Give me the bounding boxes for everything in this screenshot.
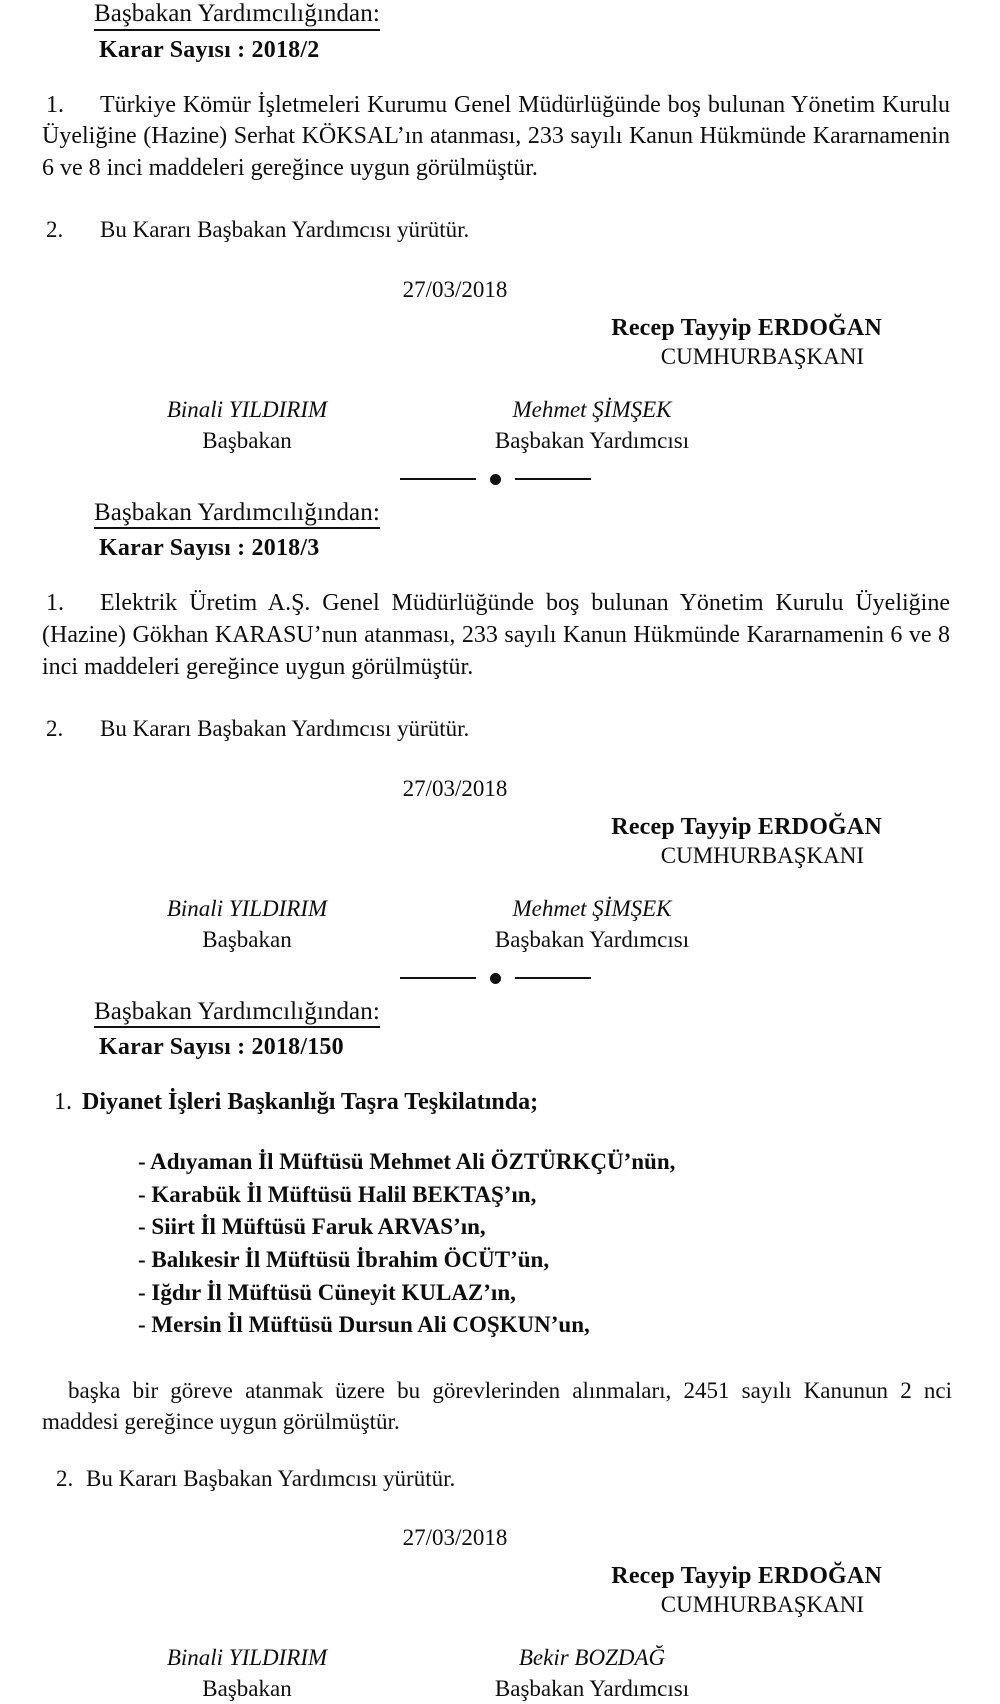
divider-bar-left [400, 478, 476, 480]
decision-date: 27/03/2018 [42, 776, 958, 802]
president-signature [42, 814, 882, 869]
clause-1-text: Türkiye Kömür İşletmeleri Kurumu Genel Müdürlüğünde boş bulunan Yönetim Kurulu Üyeliğine (Hazine) Serhat KÖKSAL’ın atanması, 233 sayılı Kanun Hükmünde Kararnamenin 6 ve 8 inci maddeleri gereğince uygun görülmüştür. [42, 92, 950, 182]
clause-1-number: 1. [42, 90, 100, 122]
signatory-row [42, 895, 958, 955]
president-name: Recep Tayyip ERDOĞAN [42, 315, 882, 342]
decision-block-2018-3 [0, 499, 1000, 955]
section-divider-ornament [0, 474, 1000, 485]
decision-number: Karar Sayısı : 2018/3 [99, 535, 958, 562]
president-title: CUMHURBAŞKANI [42, 1592, 864, 1618]
clause-2-number: 2. [42, 714, 100, 744]
signatory-deputy-pm [412, 895, 772, 955]
clause-1-number: 1. [42, 588, 100, 620]
heading-wrap [42, 0, 958, 37]
divider-bar-right [515, 977, 591, 979]
clause-1-lead-text: Diyanet İşleri Başkanlığı Taşra Teşkilatında; [82, 1089, 538, 1115]
decision-date: 27/03/2018 [42, 277, 958, 303]
clause-2-number: 2. [42, 215, 100, 245]
divider-dot-icon [490, 474, 501, 485]
department-heading: Başbakan Yardımcılığından: [94, 0, 380, 31]
signatory-deputy-pm-name: Mehmet ŞİMŞEK [412, 895, 772, 924]
signatory-row [42, 396, 958, 456]
signatory-deputy-pm-name: Bekir BOZDAĞ [412, 1644, 772, 1673]
list-item: - Siirt İl Müftüsü Faruk ARVAS’ın, [138, 1211, 958, 1244]
signatory-pm [82, 895, 412, 955]
list-item: - Karabük İl Müftüsü Halil BEKTAŞ’ın, [138, 1179, 958, 1212]
clause-1 [42, 90, 958, 186]
list-item: - Adıyaman İl Müftüsü Mehmet Ali ÖZTÜRKÇÜ’nün, [138, 1146, 958, 1179]
signatory-pm [82, 1644, 412, 1704]
list-item: - Iğdır İl Müftüsü Cüneyit KULAZ’ın, [138, 1277, 958, 1310]
clause-2-text: Bu Kararı Başbakan Yardımcısı yürütür. [100, 716, 469, 741]
signatory-row [42, 1644, 958, 1704]
decision-block-2018-150 [0, 998, 1000, 1704]
signatory-pm-name: Binali YILDIRIM [82, 895, 412, 924]
department-heading: Başbakan Yardımcılığından: [94, 499, 380, 530]
decision-block-2018-2 [0, 0, 1000, 456]
signatory-deputy-pm-title: Başbakan Yardımcısı [412, 1674, 772, 1704]
clause-1-text: Elektrik Üretim A.Ş. Genel Müdürlüğünde boş bulunan Yönetim Kurulu Üyeliğine (Hazine) Gökhan KARASU’nun atanması, 233 sayılı Kanun Hükmünde Kararnamenin 6 ve 8 inci maddeleri gereğince uygun görülmüştür. [42, 590, 950, 680]
signatory-pm-title: Başbakan [82, 426, 412, 456]
president-title: CUMHURBAŞKANI [42, 344, 864, 370]
heading-wrap [42, 499, 958, 536]
signatory-deputy-pm-title: Başbakan Yardımcısı [412, 925, 772, 955]
president-name: Recep Tayyip ERDOĞAN [42, 1563, 882, 1590]
president-name: Recep Tayyip ERDOĞAN [42, 814, 882, 841]
signatory-deputy-pm-name: Mehmet ŞİMŞEK [412, 396, 772, 425]
divider-bar-left [400, 977, 476, 979]
signatory-deputy-pm-title: Başbakan Yardımcısı [412, 426, 772, 456]
clause-2-number: 2. [42, 1464, 86, 1494]
clause-2-text: Bu Kararı Başbakan Yardımcısı yürütür. [86, 1466, 455, 1491]
section-divider-ornament [0, 973, 1000, 984]
signatory-pm [82, 396, 412, 456]
president-signature [42, 1563, 882, 1618]
clause-2 [42, 714, 958, 744]
signatory-pm-title: Başbakan [82, 925, 412, 955]
clause-1 [42, 588, 958, 684]
signatory-deputy-pm [412, 396, 772, 456]
heading-wrap [42, 998, 958, 1035]
clause-2-text: Bu Kararı Başbakan Yardımcısı yürütür. [100, 217, 469, 242]
list-item: - Balıkesir İl Müftüsü İbrahim ÖCÜT’ün, [138, 1244, 958, 1277]
department-heading: Başbakan Yardımcılığından: [94, 998, 380, 1029]
clause-2 [42, 1464, 958, 1494]
clause-2 [42, 215, 958, 245]
clause-1-number: 1. [42, 1089, 82, 1116]
closing-paragraph: başka bir göreve atanmak üzere bu görevlerinden alınmaları, 2451 sayılı Kanunun 2 nci maddesi gereğince uygun görülmüştür. [42, 1376, 958, 1438]
signatory-pm-title: Başbakan [82, 1674, 412, 1704]
decision-number: Karar Sayısı : 2018/150 [99, 1034, 958, 1061]
mufti-list [42, 1146, 958, 1342]
list-item: - Mersin İl Müftüsü Dursun Ali COŞKUN’un, [138, 1309, 958, 1342]
divider-bar-right [515, 478, 591, 480]
president-signature [42, 315, 882, 370]
signatory-pm-name: Binali YILDIRIM [82, 396, 412, 425]
signatory-pm-name: Binali YILDIRIM [82, 1644, 412, 1673]
clause-1 [42, 1089, 958, 1116]
divider-dot-icon [490, 973, 501, 984]
decision-number: Karar Sayısı : 2018/2 [99, 37, 958, 64]
decision-date: 27/03/2018 [42, 1525, 958, 1551]
signatory-deputy-pm [412, 1644, 772, 1704]
president-title: CUMHURBAŞKANI [42, 843, 864, 869]
